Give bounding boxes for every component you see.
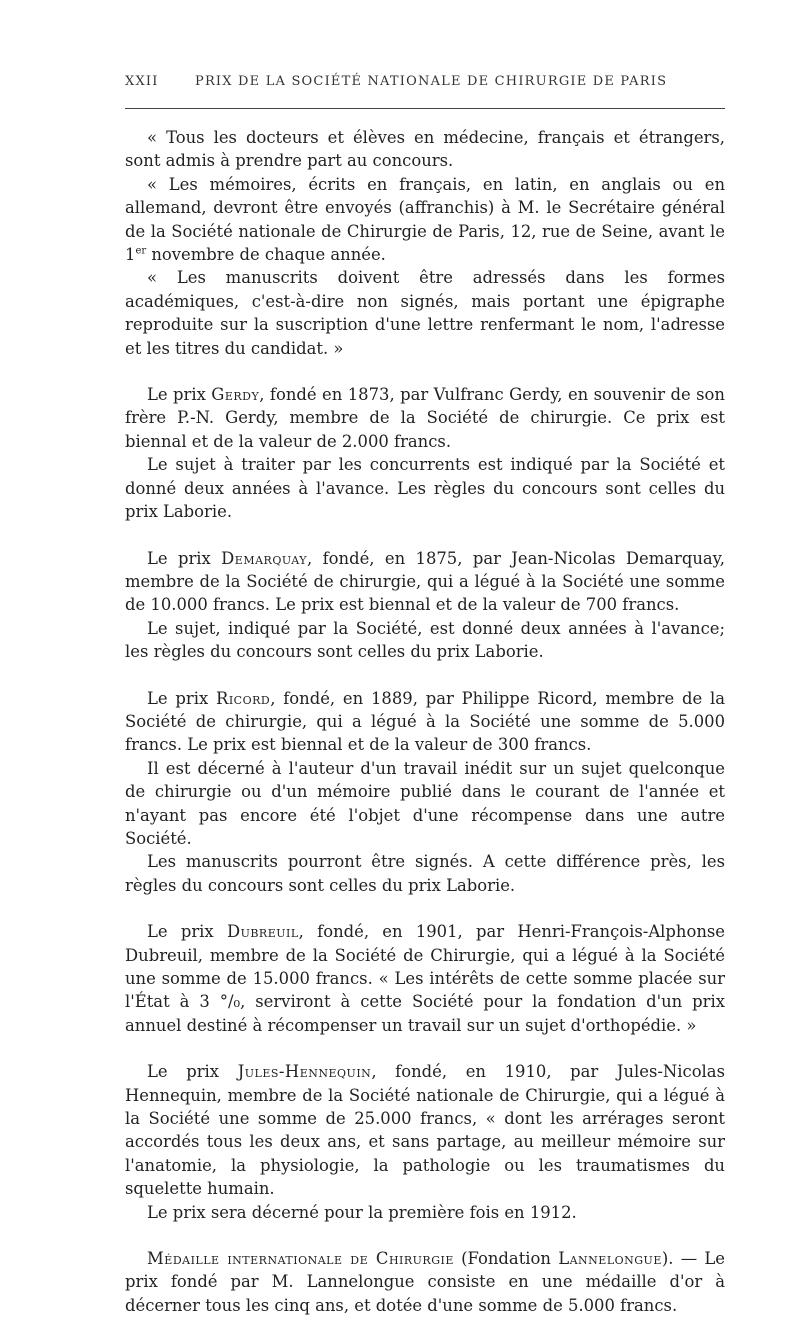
section-gap	[125, 664, 725, 687]
percent-sign: °/₀	[219, 992, 241, 1012]
prize-text: , fondé, en 1901, par Henri-François-Alphonse Dubreuil, membre de la Société de Chirurgie, qui a légué à la Société une somme de 15.000 francs. « Les intérêts de cette somme placée sur l'État à 3	[125, 922, 725, 1012]
running-title: PRIX DE LA SOCIÉTÉ NATIONALE DE CHIRURGIE DE PARIS	[195, 74, 668, 89]
paragraph-ricord-rules: Les manuscrits pourront être signés. A cette différence près, les règles du concours sont celles du prix Laborie.	[125, 852, 725, 895]
prize-text: , fondé, en 1889, par Philippe Ricord, membre de la Société de chirurgie, qui a légué à la Société une somme de 5.000 francs. Le prix est biennal et de la valeur de 300 francs.	[125, 688, 725, 755]
paragraph-medaille-lannelongue	[125, 1247, 725, 1317]
ordinal-superscript: er	[135, 245, 147, 257]
paragraph-eligibility: « Tous les docteurs et élèves en médecine, français et étrangers, sont admis à prendre part au concours.	[125, 128, 725, 171]
submission-text-end: novembre de chaque année.	[146, 245, 386, 265]
paragraph-hennequin-first-award: Le prix sera décerné pour la première fois en 1912.	[147, 1202, 577, 1222]
prize-text: , fondé, en 1910, par Jules-Nicolas Hennequin, membre de la Société nationale de Chirurgie, qui a légué à la Société une somme de 25.000 francs, « dont les arrérages seront accordés tous les deux ans, et sans partage, au meilleur mémoire sur l'anatomie, la physiologie, la pathologie ou les traumatismes du squelette humain.	[125, 1062, 725, 1199]
section-gap	[125, 897, 725, 920]
paragraph-submission	[125, 173, 725, 267]
paragraph-ricord-award: Il est décerné à l'auteur d'un travail inédit sur un sujet quelconque de chirurgie ou d'un mémoire publié dans le courant de l'année et n'ayant pas encore été l'objet d'une récompense dans une autre Société.	[125, 758, 725, 848]
prize-name-gerdy: Gerdy	[211, 385, 260, 405]
paragraph-gerdy-rules: Le sujet à traiter par les concurrents est indiqué par la Société et donné deux années à l'avance. Les règles du concours sont celles du prix Laborie.	[125, 455, 725, 522]
prize-name-jules-hennequin: Jules-Hennequin	[237, 1062, 372, 1082]
paragraph-prix-ricord	[125, 687, 725, 757]
section-gap	[125, 1037, 725, 1060]
submission-text: « Les mémoires, écrits en français, en latin, en anglais ou en allemand, devront être envoyés (affranchis) à M. le Secrétaire général de la Société nationale de Chirurgie de Paris, 12, rue de Seine, avant le 1	[125, 174, 725, 265]
prize-intro: Le prix	[147, 688, 216, 708]
prize-intro: Le prix	[147, 385, 212, 405]
body-text	[125, 126, 725, 1317]
paragraph-demarquay-rules: Le sujet, indiqué par la Société, est donné deux années à l'avance; les règles du concours sont celles du prix Laborie.	[125, 618, 725, 662]
prize-name-ricord: Ricord	[216, 688, 271, 708]
medal-name: Médaille internationale de Chirurgie	[147, 1249, 454, 1269]
medal-foundation-open: (Fondation	[453, 1249, 559, 1269]
prize-intro: Le prix	[147, 1062, 238, 1082]
prize-name-dubreuil: Dubreuil	[226, 922, 299, 942]
prize-intro: Le prix	[147, 922, 227, 942]
document-page	[125, 0, 725, 1330]
section-gap	[125, 524, 725, 547]
header-rule	[125, 108, 725, 109]
running-head	[125, 74, 725, 89]
paragraph-manuscripts: « Les manuscrits doivent être adressés dans les formes académiques, c'est-à-dire non signés, mais portant une épigraphe reproduite sur la suscription d'une lettre renfermant le nom, l'adresse et les titres du candidat. »	[125, 268, 725, 358]
medal-founder-name: Lannelongue	[558, 1249, 662, 1269]
page-number: XXII	[125, 74, 159, 89]
paragraph-prix-jules-hennequin	[125, 1060, 725, 1200]
prize-text: , fondé en 1873, par Vulfranc Gerdy, en souvenir de son frère P.-N. Gerdy, membre de la Société de chirurgie. Ce prix est biennal et de la valeur de 2.000 francs.	[125, 385, 725, 451]
prize-text: , fondé, en 1875, par Jean-Nicolas Demarquay, membre de la Société de chirurgie, qui a légué à la Société une somme de 10.000 francs. Le prix est biennal et de la valeur de 700 francs.	[125, 548, 725, 615]
section-gap	[125, 360, 725, 383]
prize-text-end: , serviront à cette Société pour la fondation d'un prix annuel destiné à récompenser un travail sur un sujet d'orthopédie. »	[125, 992, 725, 1035]
paragraph-prix-demarquay	[125, 547, 725, 617]
prize-intro: Le prix	[147, 548, 222, 568]
prize-name-demarquay: Demarquay	[221, 548, 308, 568]
section-gap	[125, 1224, 725, 1247]
paragraph-prix-gerdy	[125, 383, 725, 453]
paragraph-prix-dubreuil	[125, 920, 725, 1037]
medal-text: ). — Le prix fondé par M. Lannelongue consiste en une médaille d'or à décerner tous les cinq ans, et dotée d'une somme de 5.000 francs.	[125, 1249, 725, 1315]
